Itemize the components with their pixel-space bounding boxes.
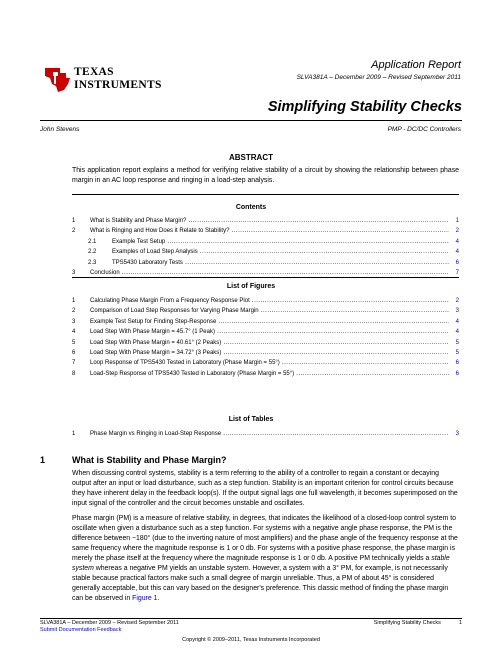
title-divider: [40, 120, 462, 121]
page-title: Simplifying Stability Checks: [267, 99, 462, 115]
section-number: 1: [40, 455, 46, 465]
document-id: SLVA381A – December 2009 – Revised September 2011: [296, 74, 461, 81]
paragraph-2-text-b: whereas a negative PM yields an unstable system. However, a system with a 3° PM, for example, is not necessarily stable because practical factors make such a small degree of margin unreliable. Thus, a PM of about 45° is considered generally acceptable, but this can vary based on the designer's preference. This classic method of finding the phase margin can be observed in: [72, 565, 449, 602]
contents-row-title: Conclusion .....: [90, 268, 449, 278]
logo-text-line2: INSTRUMENTS: [74, 79, 162, 91]
contents-row-number: 2.2: [88, 249, 97, 256]
contents-row-number: 2: [72, 228, 76, 235]
contents-row-number: 2.3: [88, 259, 97, 266]
paragraph-2-text-a: Phase margin (PM) is a measure of relative stability, in degrees, that indicates the likelihood of a closed-loop control system to oscillate when given a disturbance such as a step function. For systems with a negative angle phase response, the PM is the difference between −180° (due to the inverting nature of most amplifiers) and the phase angle of the frequency response at the same frequency where the magnitude response is 1 or 0 db. For systems with a positive phase response, the phase margin is merely the phase itself at the frequency where the magnitude response is 1 or 0 db. A positive PM technically yields a: [72, 515, 458, 562]
figures-row[interactable]: [72, 348, 459, 358]
abstract-heading: ABSTRACT: [229, 153, 273, 162]
figures-row-number: 2: [72, 308, 76, 315]
paragraph-2-italic: stable system: [72, 555, 450, 572]
figures-row-number: 5: [72, 339, 76, 346]
figures-row-title: Load Step With Phase Margin = 34.72° (3 Peaks) .....: [90, 348, 449, 358]
tables-row-page-link[interactable]: 3: [455, 431, 459, 437]
author-group: PMP - DC/DC Controllers: [387, 126, 461, 133]
figures-row-page-link[interactable]: 5: [455, 339, 459, 346]
contents-row-title: What is Stability and Phase Margin? .....: [90, 216, 449, 226]
figures-row-title: Example Test Setup for Finding Step-Response .....: [90, 317, 449, 327]
section-heading: What is Stability and Phase Margin?: [72, 455, 227, 465]
paragraph-1: When discussing control systems, stability is a term referring to the ability of a controller to regain a constant or decaying output after an input or load disturbance, such as a step function. Stability is an important criterion for control circuits because they have inherent delay in the feedback loop(s). If the output signal lags one full wavelength, it becomes superimposed on the input signal of the controller and the circuit becomes unstable and oscillates.: [72, 470, 458, 507]
ti-logo-icon: [42, 64, 72, 94]
figures-row-page-link[interactable]: 6: [455, 360, 459, 367]
figures-row-page-link[interactable]: 4: [455, 329, 459, 336]
abstract-text: This application report explains a method for verifying relative stability of a circuit by showing the relationship between phase margin in an AC loop response and ringing in a load-step analysis.: [72, 167, 459, 184]
figures-row-title: Loop Response of TPS5430 Tested in Laboratory (Phase Margin = 55°) .....: [90, 358, 449, 368]
figures-row-page-link[interactable]: 5: [455, 350, 459, 356]
figures-row[interactable]: [72, 338, 459, 348]
figures-row-number: 1: [72, 298, 76, 304]
footer-right: [374, 620, 462, 626]
contents-row-page-link[interactable]: 4: [455, 238, 459, 245]
footer-doc-id: SLVA381A – December 2009 – Revised September 2011: [40, 620, 179, 626]
figures-row-title: Load Step With Phase Margin = 40.61° (2 Peaks) .....: [90, 338, 449, 348]
contents-row[interactable]: [72, 226, 459, 236]
contents-row-page-link[interactable]: 7: [455, 270, 459, 276]
page-number: 1: [458, 620, 462, 626]
figures-row-number: 6: [72, 350, 76, 356]
contents-row[interactable]: [72, 258, 459, 268]
paragraph-2-end: .: [157, 595, 160, 602]
figures-row-page-link[interactable]: 4: [455, 318, 459, 325]
contents-heading: Contents: [235, 204, 267, 211]
footer-divider: [40, 618, 462, 619]
contents-row-number: 3: [72, 270, 76, 276]
copyright: Copyright © 2009–2011, Texas Instruments Incorporated: [182, 637, 320, 643]
figures-row-number: 3: [72, 318, 76, 325]
figures-row[interactable]: [72, 306, 459, 316]
figures-row[interactable]: [72, 296, 459, 306]
tables-heading: List of Tables: [228, 416, 274, 423]
figures-row-number: 4: [72, 329, 76, 336]
figures-row-title: Comparison of Load Step Responses for Varying Phase Margin .....: [90, 306, 449, 316]
contents-row[interactable]: [72, 216, 459, 226]
figures-row-page-link[interactable]: 2: [455, 298, 459, 304]
figure-1-link[interactable]: Figure 1: [132, 595, 158, 602]
figures-row-page-link[interactable]: 6: [455, 370, 459, 377]
contents-row-title: What is Ringing and How Does it Relate to Stability? .....: [90, 226, 449, 236]
figures-row-title: Calculating Phase Margin From a Frequency Response Plot .....: [90, 296, 449, 306]
contents-divider: [72, 277, 459, 278]
abstract-divider: [72, 194, 459, 195]
contents-row-title: Examples of Load Step Analysis .....: [112, 247, 449, 257]
figures-row-number: 7: [72, 360, 76, 367]
paragraph-2: [72, 514, 459, 604]
contents-row-page-link[interactable]: 6: [455, 259, 459, 266]
tables-row-number: 1: [72, 431, 76, 437]
contents-row-page-link[interactable]: 4: [455, 249, 459, 256]
figures-row-title: Load-Step Response of TPS5430 Tested in Laboratory (Phase Margin = 55°) .....: [90, 369, 449, 379]
contents-row-title: Example Test Setup .....: [112, 237, 449, 247]
contents-row-number: 1: [72, 218, 76, 224]
figures-row[interactable]: [72, 358, 459, 368]
contents-row[interactable]: [72, 237, 459, 247]
contents-row-number: 2.1: [88, 238, 97, 245]
tables-row-title: Phase Margin vs Ringing in Load-Step Response .....: [90, 429, 449, 439]
figures-row-page-link[interactable]: 3: [455, 308, 459, 315]
figures-row-title: Load Step With Phase Margin = 45.7° (1 Peak) .....: [90, 327, 449, 337]
contents-row-page-link[interactable]: 1: [455, 218, 459, 224]
feedback-link[interactable]: Submit Documentation Feedback: [40, 627, 122, 633]
author: John Stevens: [40, 126, 80, 133]
figures-row[interactable]: [72, 327, 459, 337]
contents-row[interactable]: [72, 247, 459, 257]
figures-row-number: 8: [72, 370, 76, 377]
figures-row[interactable]: [72, 317, 459, 327]
footer-title: Simplifying Stability Checks: [373, 620, 441, 626]
tables-row[interactable]: [72, 429, 459, 439]
document-type: Application Report: [371, 59, 461, 71]
figures-heading: List of Figures: [226, 283, 276, 290]
contents-row-page-link[interactable]: 2: [455, 228, 459, 235]
logo-text-line1: TEXAS: [74, 66, 114, 78]
figures-row[interactable]: [72, 369, 459, 379]
contents-row-title: TPS5430 Laboratory Tests .....: [112, 258, 449, 268]
